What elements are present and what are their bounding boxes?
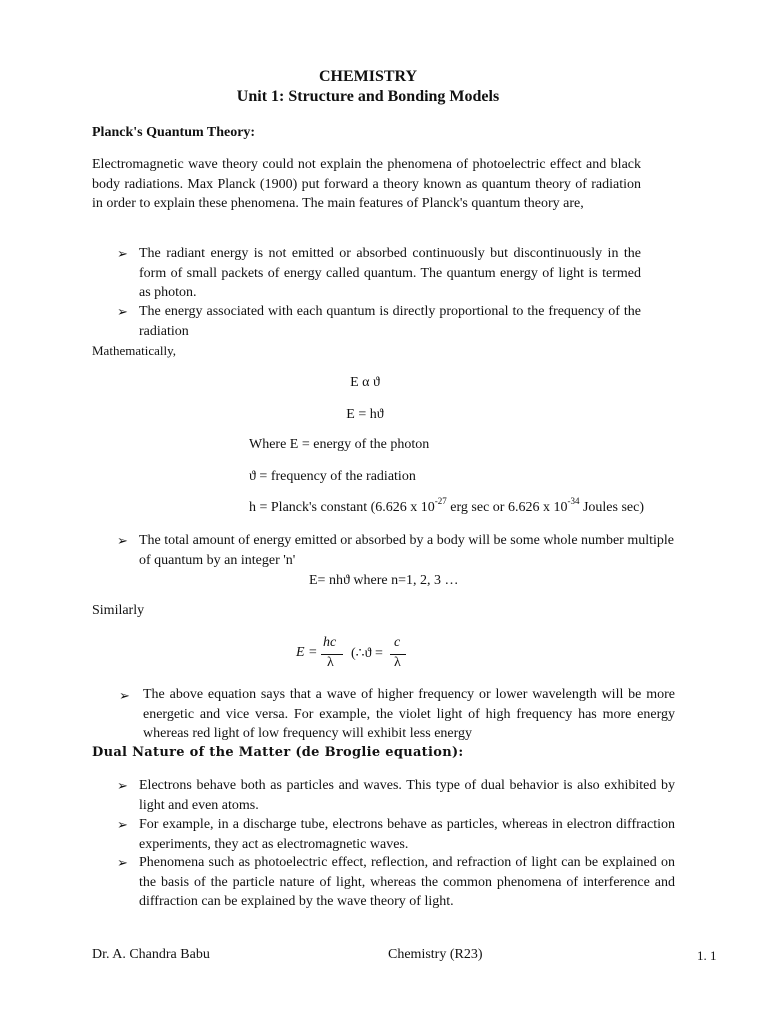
bullet-arrow-icon: ➢	[117, 533, 128, 548]
bullet-arrow-icon: ➢	[117, 855, 128, 870]
similarly-label: Similarly	[92, 603, 145, 618]
eq-denominator-lambda-2: λ	[394, 655, 401, 670]
eq-denominator-lambda: λ	[327, 655, 334, 670]
dual-heading: Dual Nature of the Matter (de Broglie equation):	[92, 745, 464, 760]
where-planck-constant	[249, 496, 645, 516]
unit-title: Unit 1: Structure and Bonding Models	[236, 88, 500, 105]
bullet-arrow-icon: ➢	[117, 778, 128, 793]
planck-heading: Planck's Quantum Theory:	[92, 125, 256, 140]
bullet-arrow-icon: ➢	[119, 688, 130, 703]
footer-author: Dr. A. Chandra Babu	[92, 947, 210, 962]
where-frequency: ϑ = frequency of the radiation	[249, 469, 416, 484]
bullet-arrow-icon: ➢	[117, 817, 128, 832]
exponent-joule: -34	[567, 496, 580, 506]
footer-page-number: 1. 1	[697, 948, 717, 963]
planck-bullet-1: The radiant energy is not emitted or absorbed continuously but discontinuously in the form of small packets of energy called quantum. The quantum energy of light is termed as photon.	[139, 246, 641, 301]
footer-course: Chemistry (R23)	[388, 947, 483, 962]
subject-title: CHEMISTRY	[318, 68, 418, 85]
eq-numerator-c: c	[394, 635, 401, 650]
constant-text-a: h = Planck's constant (6.626 x 10	[249, 500, 435, 515]
equation-planck: E = hϑ	[346, 407, 384, 422]
eq-therefore: (∴ϑ =	[351, 646, 383, 661]
equation-quantum-multiple: E= nhϑ where n=1, 2, 3 …	[309, 573, 459, 588]
constant-text-b: erg sec or 6.626 x 10	[446, 500, 568, 515]
planck-bullet-2: The energy associated with each quantum is directly proportional to the frequency of the radiation	[139, 304, 641, 339]
dual-bullet-1: Electrons behave both as particles and waves. This type of dual behavior is also exhibited by light and even atoms.	[139, 778, 675, 813]
dual-bullet-3: Phenomena such as photoelectric effect, reflection, and refraction of light can be explained on the basis of the particle nature of light, whereas the common phenomena of interference and diffraction can be explained by the wave theory of light.	[139, 855, 675, 910]
dual-bullet-2: For example, in a discharge tube, electrons behave as particles, whereas in electron diffraction experiments, they act as electromagnetic waves.	[139, 817, 675, 852]
constant-text-c: Joules sec)	[579, 500, 645, 515]
mathematically-label: Mathematically,	[92, 343, 176, 358]
planck-intro: Electromagnetic wave theory could not explain the phenomena of photoelectric effect and black body radiations. Max Planck (1900) put forward a theory known as quantum theory of radiation in order to explain these phenomena. The main features of Planck's quantum theory are,	[92, 157, 641, 212]
where-energy: Where E = energy of the photon	[249, 437, 430, 452]
bullet-arrow-icon: ➢	[117, 246, 128, 261]
bullet-arrow-icon: ➢	[117, 304, 128, 319]
exponent-erg: -27	[434, 496, 447, 506]
planck-bullet-3: The total amount of energy emitted or absorbed by a body will be some whole number multiple of quantum by an integer 'n'	[139, 533, 674, 568]
eq-lhs: E =	[296, 645, 318, 660]
eq-numerator-hc: hc	[323, 635, 337, 650]
equation-proportional: E α ϑ	[350, 375, 380, 390]
planck-bullet-4: The above equation says that a wave of higher frequency or lower wavelength will be more energetic and vice versa. For example, the violet light of high frequency has more energy whereas red light of low frequency will exhibit less energy	[143, 687, 675, 742]
